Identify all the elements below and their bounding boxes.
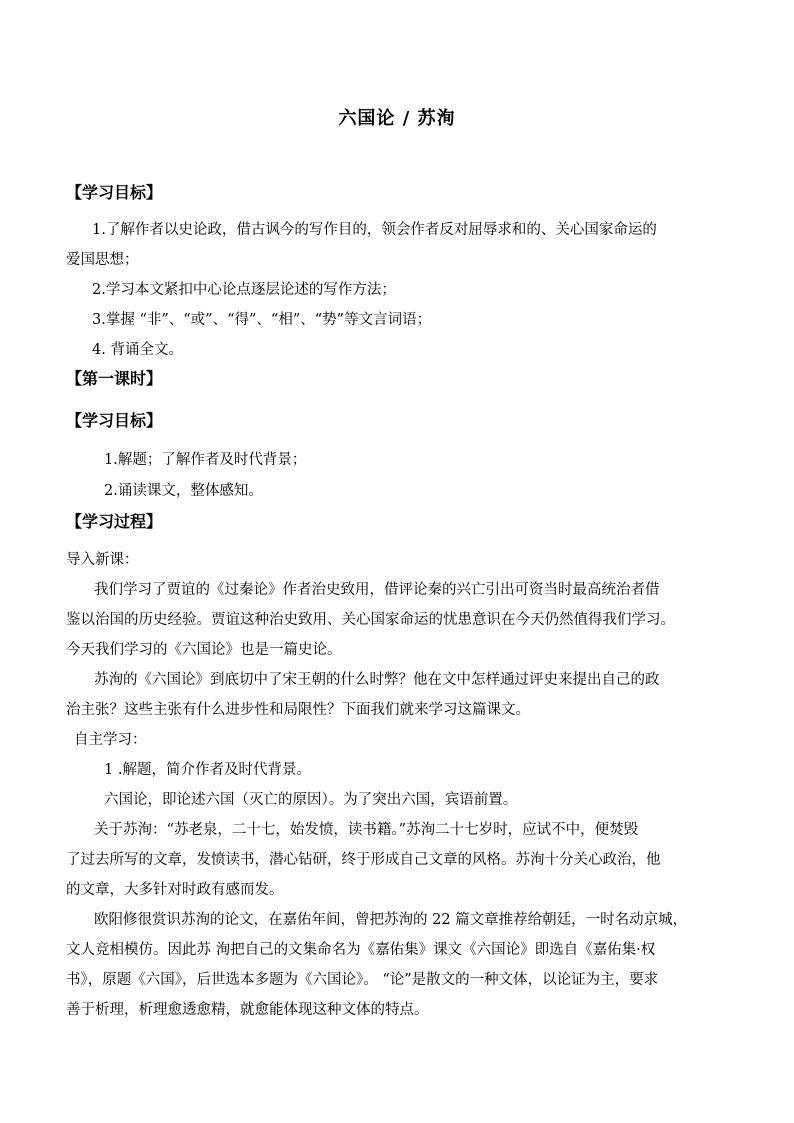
lesson-goal-2: 2.诵读课文，整体感知。 bbox=[104, 483, 263, 499]
self-study-label: 自主学习： bbox=[74, 732, 147, 748]
intro-label: 导入新课： bbox=[66, 552, 139, 568]
heading-learning-process: 【学习过程】 bbox=[66, 512, 163, 531]
question-paragraph-line-2: 治主张？这些主张有什么进步性和局限性？下面我们就来学习这篇课文。 bbox=[66, 702, 530, 718]
goal-2: 2.学习本文紧扣中心论点逐层论述的写作方法； bbox=[92, 282, 396, 298]
question-paragraph-line-1: 苏洵的《六国论》到底切中了宋王朝的什么时弊？他在文中怎样通过评史来提出自己的政 bbox=[94, 672, 660, 688]
ouyang-paragraph-line-4: 善于析理，析理愈透愈精，就愈能体现这种文体的特点。 bbox=[66, 1002, 429, 1018]
author-paragraph-line-1: 关于苏洵：“苏老泉，二十七，始发愤，读书籍。”苏洵二十七岁时，应试不中，便焚毁 bbox=[94, 822, 639, 838]
goal-3: 3.掌握 “非”、“或”、“得”、“相”、“势”等文言词语； bbox=[92, 312, 432, 328]
intro-paragraph-line-2: 鉴以治国的历史经验。贾谊这种治史致用、关心国家命运的忧患意识在今天仍然值得我们学习。 bbox=[66, 612, 675, 628]
goal-4: 4. 背诵全文。 bbox=[92, 342, 183, 358]
document-title: 六国论 / 苏洵 bbox=[338, 108, 456, 129]
author-paragraph-line-2: 了过去所写的文章，发愤读书，潜心钻研，终于形成自己文章的风格。苏洵十分关心政治，他 bbox=[66, 852, 661, 868]
ouyang-paragraph-line-2: 文人竞相模仿。因此苏 洵把自己的文集命名为《嘉佑集》课文《六国论》即选自《嘉佑集·权 bbox=[66, 942, 656, 958]
ouyang-paragraph-line-3: 书》，原题《六国》，后世选本多题为《六国论》。 “论”是散文的一种文体，以论证为主，要求 bbox=[66, 972, 659, 988]
ouyang-paragraph-line-1: 欧阳修很赏识苏洵的论文，在嘉佑年间，曾把苏洵的 22 篇文章推荐给朝廷，一时名动京城， bbox=[94, 912, 688, 928]
goal-1-line-1: 1.了解作者以史论政，借古讽今的写作目的，领会作者反对屈辱求和的、关心国家命运的 bbox=[92, 222, 657, 238]
lesson-goal-1: 1.解题；了解作者及时代背景； bbox=[104, 452, 307, 468]
title-explanation: 六国论，即论述六国（灭亡的原因）。为了突出六国，宾语前置。 bbox=[104, 792, 518, 808]
goal-1-line-2: 爱国思想； bbox=[66, 252, 139, 268]
self-study-item-1: 1 .解题，简介作者及时代背景。 bbox=[104, 762, 311, 778]
intro-paragraph-line-1: 我们学习了贾谊的《过秦论》作者治史致用，借评论秦的兴亡引出可资当时最高统治者借 bbox=[94, 582, 660, 598]
intro-paragraph-line-3: 今天我们学习的《六国论》也是一篇史论。 bbox=[66, 642, 342, 658]
heading-first-lesson: 【第一课时】 bbox=[66, 369, 163, 388]
author-paragraph-line-3: 的文章，大多针对时政有感而发。 bbox=[66, 882, 284, 898]
heading-lesson-goals: 【学习目标】 bbox=[66, 411, 163, 430]
heading-learning-goals: 【学习目标】 bbox=[66, 183, 163, 202]
